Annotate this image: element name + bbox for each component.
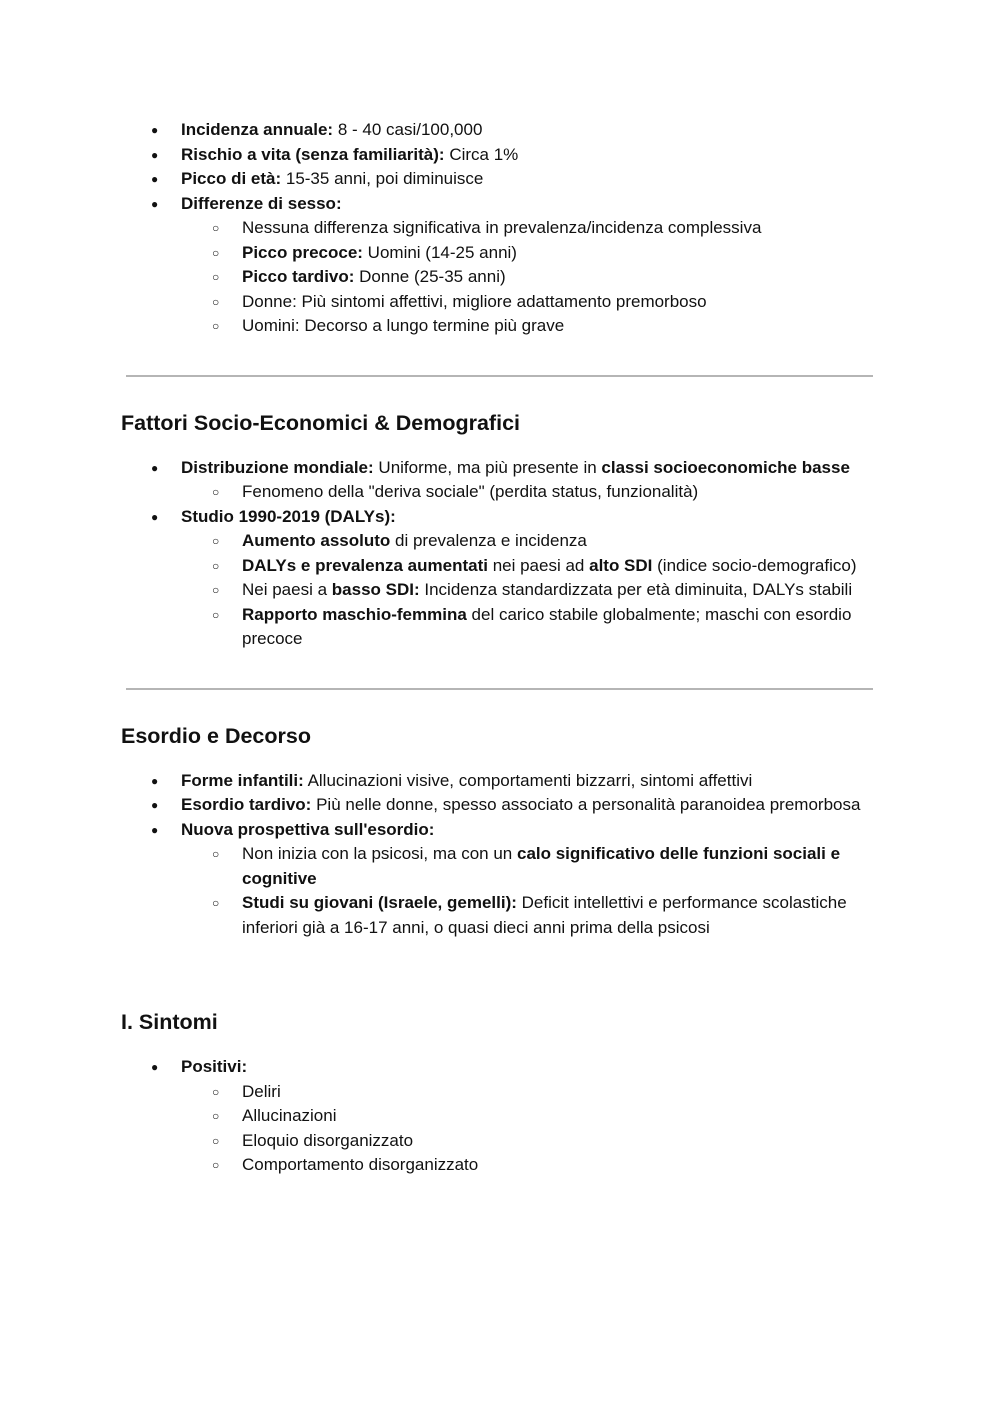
section-heading-socio: Fattori Socio-Economici & Demografici	[121, 410, 520, 435]
item-text: Deliri	[242, 1081, 281, 1101]
item-label: Picco precoce:	[242, 242, 363, 262]
list-item	[121, 456, 881, 505]
sub-list-item	[181, 241, 881, 266]
sub-list-item	[181, 216, 881, 241]
item-bold: Studi su giovani (Israele, gemelli):	[242, 893, 517, 912]
list-item	[121, 769, 881, 794]
list-item	[121, 118, 881, 143]
item-label: Picco di età:	[181, 169, 282, 188]
sub-list-item	[181, 314, 881, 339]
item-text: 15-35 anni, poi diminuisce	[281, 169, 484, 188]
document-content	[121, 118, 881, 1178]
section-heading-esordio: Esordio e Decorso	[121, 723, 311, 748]
sub-list-item	[181, 1129, 881, 1154]
item-bold: classi socioeconomiche basse	[601, 457, 850, 477]
list-item	[121, 167, 881, 192]
horizontal-rule	[126, 688, 873, 690]
item-text: Allucinazioni	[242, 1106, 337, 1125]
item-text: 8 - 40 casi/100,000	[333, 120, 483, 139]
socio-sublist-1	[181, 480, 881, 505]
sub-list-item	[181, 1104, 881, 1129]
item-text: Nei paesi a	[242, 580, 332, 599]
item-label: Esordio tardivo:	[181, 795, 312, 814]
item-text: nei paesi ad	[487, 555, 590, 575]
item-text: Incidenza standardizzata per età diminuita, DALYs stabili	[419, 580, 853, 599]
sex-differences-sublist	[181, 216, 881, 339]
item-text: Donne (25-35 anni)	[354, 267, 506, 286]
list-item	[121, 505, 881, 652]
item-label: Rischio a vita (senza familiarità):	[181, 144, 445, 164]
list-item	[121, 1055, 881, 1178]
socio-list	[121, 456, 881, 652]
sub-list-item	[181, 603, 881, 652]
item-text: del carico stabile globalmente; maschi con esordio precoce	[242, 604, 852, 648]
item-text: di prevalenza e incidenza	[390, 531, 587, 550]
item-label: Incidenza annuale:	[181, 120, 334, 139]
list-item	[121, 793, 881, 818]
item-text: Fenomeno della "deriva sociale" (perdita status, funzionalità)	[242, 482, 699, 501]
item-label: Nuova prospettiva sull'esordio:	[181, 819, 435, 839]
section-heading-sintomi: I. Sintomi	[121, 1010, 218, 1034]
item-bold: Aumento assoluto	[242, 531, 391, 550]
horizontal-rule	[126, 375, 873, 377]
item-text: (indice socio-demografico)	[652, 555, 857, 575]
sub-list-item	[181, 578, 881, 603]
item-label: Studio 1990-2019 (DALYs):	[181, 506, 396, 526]
item-label: Forme infantili:	[181, 770, 304, 790]
item-text: Uomini: Decorso a lungo termine più grave	[242, 316, 565, 335]
item-text: Uniforme, ma più presente in	[373, 457, 602, 477]
list-item	[121, 192, 881, 339]
sub-list-item	[181, 842, 881, 891]
item-label: Picco tardivo:	[242, 267, 355, 286]
sub-list-item	[181, 265, 881, 290]
positivi-sublist	[181, 1080, 881, 1178]
item-text: Circa 1%	[444, 144, 519, 164]
item-text: Nessuna differenza significativa in prevalenza/incidenza complessiva	[242, 218, 762, 237]
item-bold: Rapporto maschio-femmina	[242, 604, 467, 624]
list-item	[121, 818, 881, 941]
socio-sublist-2	[181, 529, 881, 652]
item-bold: calo significativo delle funzioni sociali e cognitive	[242, 844, 841, 888]
item-text: Deficit intellettivi e performance scolastiche inferiori già a 16-17 anni, o quasi dieci anni prima della psicosi	[242, 893, 847, 937]
esordio-list	[121, 769, 881, 941]
sub-list-item	[181, 290, 881, 315]
item-text: Eloquio disorganizzato	[242, 1130, 414, 1150]
item-bold: alto SDI	[589, 555, 653, 575]
epidemiology-list	[121, 118, 881, 339]
item-text: Donne: Più sintomi affettivi, migliore adattamento premorboso	[242, 291, 707, 311]
item-text: Allucinazioni visive, comportamenti bizzarri, sintomi affettivi	[303, 770, 753, 790]
sintomi-list	[121, 1055, 881, 1178]
sub-list-item	[181, 529, 881, 554]
sub-list-item	[181, 554, 881, 579]
item-text: Uomini (14-25 anni)	[362, 242, 517, 262]
item-label: Distribuzione mondiale:	[181, 457, 374, 477]
item-bold: basso SDI:	[331, 580, 420, 599]
sub-list-item	[181, 480, 881, 505]
esordio-sublist	[181, 842, 881, 940]
item-text: Comportamento disorganizzato	[242, 1155, 479, 1174]
sub-list-item	[181, 1153, 881, 1178]
sub-list-item	[181, 1080, 881, 1105]
item-text: Non inizia con la psicosi, ma con un	[242, 844, 517, 863]
item-label: Positivi:	[181, 1057, 248, 1076]
sub-list-item	[181, 891, 881, 940]
item-text: Più nelle donne, spesso associato a personalità paranoidea premorbosa	[311, 795, 861, 814]
item-label: Differenze di sesso:	[181, 193, 342, 213]
list-item	[121, 143, 881, 168]
item-bold: DALYs e prevalenza aumentati	[242, 555, 488, 575]
